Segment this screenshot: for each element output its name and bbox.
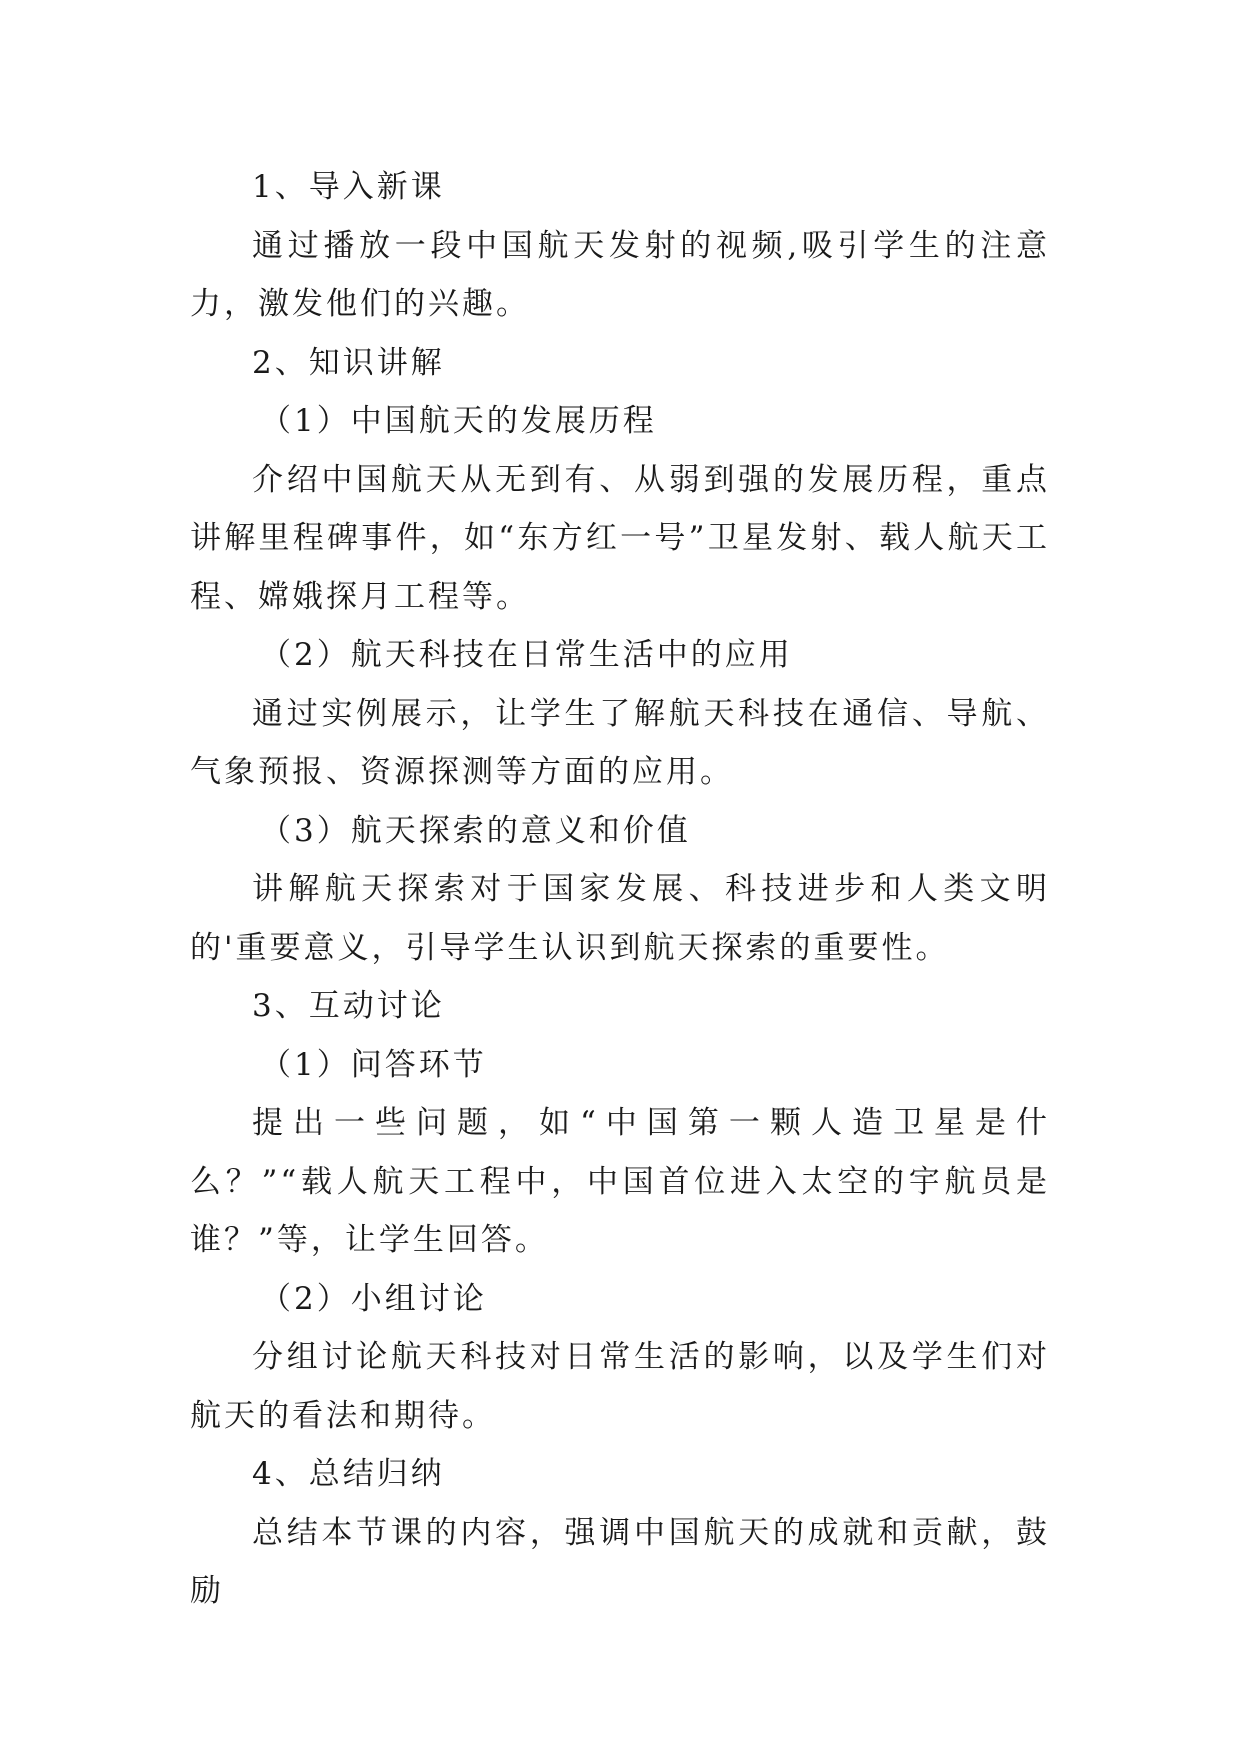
paragraph: 通过播放一段中国航天发射的视频,吸引学生的注意力，激发他们的兴趣。 bbox=[190, 227, 1050, 322]
section-heading: 1、导入新课 bbox=[252, 169, 445, 205]
paragraph: 通过实例展示，让学生了解航天科技在通信、导航、气象预报、资源探测等方面的应用。 bbox=[190, 695, 1050, 790]
subsection-heading: （3）航天探索的意义和价值 bbox=[260, 812, 691, 849]
subsection-heading: （1）问答环节 bbox=[260, 1046, 487, 1083]
paragraph: 介绍中国航天从无到有、从弱到强的发展历程，重点讲解里程碑事件，如“东方红一号”卫星发射、载人航天工程、嫦娥探月工程等。 bbox=[190, 461, 1050, 615]
paragraph: 总结本节课的内容，强调中国航天的成就和贡献，鼓励 bbox=[190, 1514, 1050, 1609]
subsection-heading: （2）航天科技在日常生活中的应用 bbox=[260, 637, 793, 673]
paragraph: 提出一些问题，如“中国第一颗人造卫星是什么？”“载人航天工程中，中国首位进入太空的宇航员是谁？”等，让学生回答。 bbox=[190, 1105, 1050, 1258]
section-heading: 4、总结归纳 bbox=[252, 1456, 445, 1492]
subsection-heading: （2）小组讨论 bbox=[260, 1280, 487, 1317]
paragraph: 讲解航天探索对于国家发展、科技进步和人类文明的'重要意义，引导学生认识到航天探索的重要性。 bbox=[190, 871, 1050, 966]
section-heading: 3、互动讨论 bbox=[252, 988, 445, 1024]
paragraph: 分组讨论航天科技对日常生活的影响，以及学生们对航天的看法和期待。 bbox=[190, 1339, 1050, 1434]
section-heading: 2、知识讲解 bbox=[252, 344, 445, 381]
subsection-heading: （1）中国航天的发展历程 bbox=[260, 403, 657, 439]
document-body bbox=[190, 158, 1050, 1621]
